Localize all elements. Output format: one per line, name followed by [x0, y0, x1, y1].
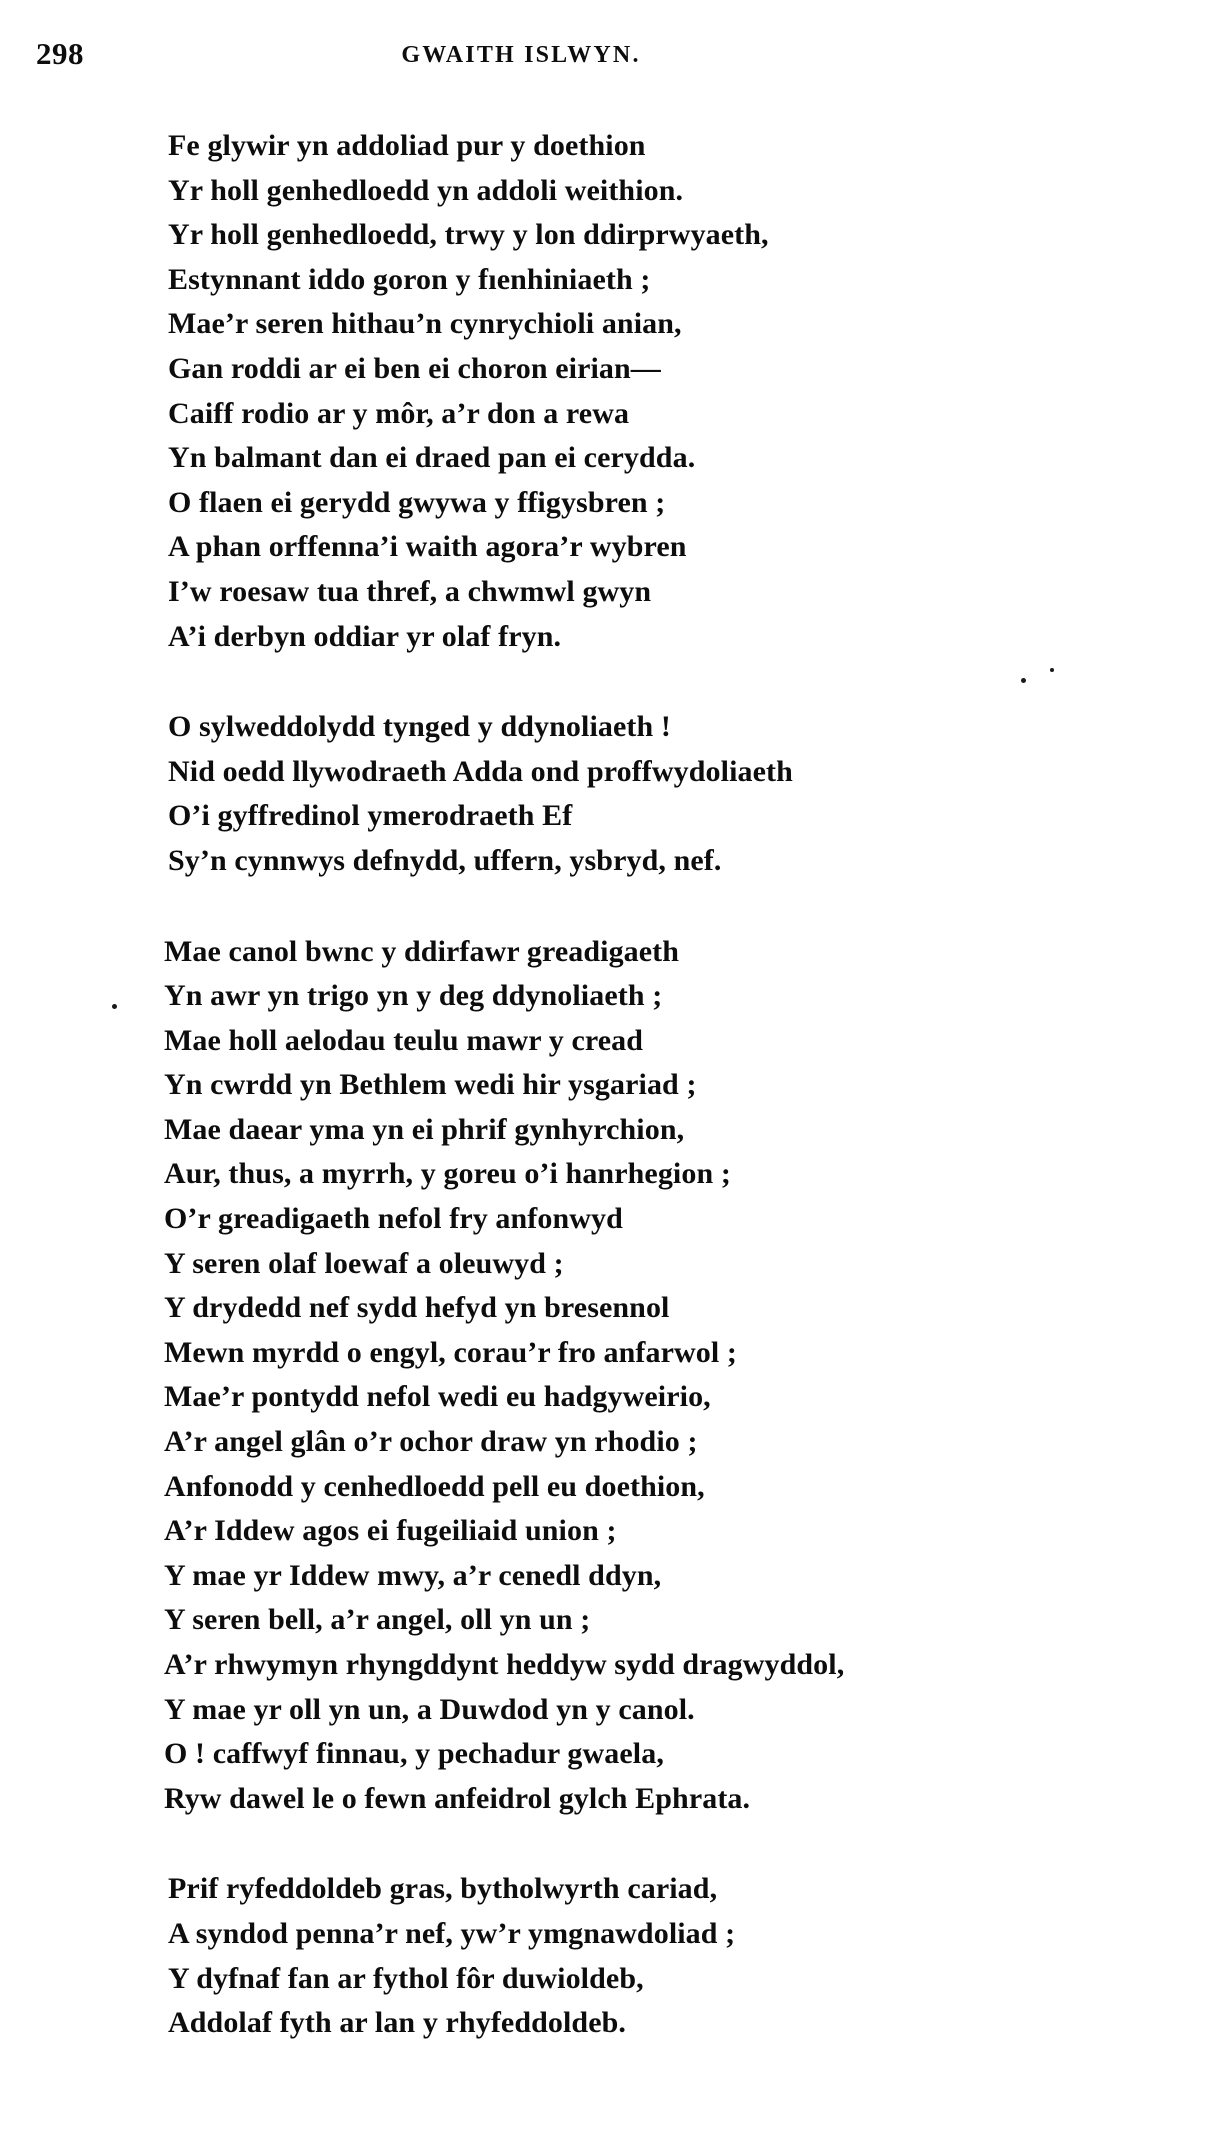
stanza — [0, 930, 1222, 1822]
poem-line: Gan roddi ar ei ben ei choron eirian— — [168, 351, 661, 385]
poem-line: I’w roesaw tua thref, a chwmwl gwyn — [168, 574, 652, 608]
poem-line: O’r greadigaeth nefol fry anfonwyd — [164, 1202, 623, 1236]
poem-line: Sy’n cynnwys defnydd, uffern, ysbryd, nef. — [168, 843, 722, 877]
poem-line: A phan orffenna’i waith agora’r wybren — [168, 530, 687, 564]
ink-speck — [1021, 678, 1026, 683]
ink-speck — [1050, 668, 1054, 672]
poem-line: Yr holl genhedloedd yn addoli weithion. — [168, 173, 684, 207]
stanza — [0, 124, 1222, 659]
poem-line: Y seren olaf loewaf a oleuwyd ; — [164, 1246, 564, 1280]
poem-body — [0, 124, 1222, 2046]
poem-line: Yr holl genhedloedd, trwy y lon ddirprwyaeth, — [168, 218, 769, 252]
poem-line: Anfonodd y cenhedloedd pell eu doethion, — [164, 1469, 705, 1503]
poem-line: Fe glywir yn addoliad pur y doethion — [168, 129, 646, 162]
poem-line: O ! caffwyf finnau, y pechadur gwaela, — [164, 1737, 664, 1771]
poem-line: A’r Iddew agos ei fugeiliaid union ; — [164, 1514, 617, 1548]
running-title: GWAITH ISLWYN. — [401, 42, 641, 68]
poem-line: Mae’r seren hithau’n cynrychioli anian, — [168, 307, 682, 341]
poem-line: Y drydedd nef sydd hefyd yn bresennol — [164, 1291, 670, 1325]
poem-line: Mae canol bwnc y ddirfawr greadigaeth — [164, 934, 680, 968]
poem-line: Y mae yr Iddew mwy, a’r cenedl ddyn, — [164, 1558, 662, 1592]
poem-line: Y dyfnaf fan ar fythol fôr duwioldeb, — [168, 1961, 644, 1995]
poem-line: Mewn myrdd o engyl, corau’r fro anfarwol ; — [164, 1335, 738, 1369]
stanza — [0, 1867, 1222, 2045]
poem-line: Mae’r pontydd nefol wedi eu hadgyweirio, — [164, 1380, 711, 1414]
poem-line: Estynnant iddo goron y fıenhiniaeth ; — [168, 262, 651, 296]
page-header — [0, 0, 1222, 86]
poem-line: A’r angel glân o’r ochor draw yn rhodio ; — [164, 1425, 698, 1459]
ink-speck — [112, 1004, 117, 1009]
poem-line: Addolaf fyth ar lan y rhyfeddoldeb. — [168, 2006, 627, 2040]
page-number: 298 — [36, 36, 84, 71]
poem-line: Yn cwrdd yn Bethlem wedi hir ysgariad ; — [164, 1068, 697, 1102]
poem-line: Caiff rodio ar y môr, a’r don a rewa — [168, 396, 630, 430]
poem-line: A syndod penna’r nef, yw’r ymgnawdoliad ; — [168, 1916, 736, 1950]
poem-line: Ryw dawel le o fewn anfeidrol gylch Ephrata. — [164, 1781, 751, 1815]
poem-line: A’i derbyn oddiar yr olaf fryn. — [168, 619, 562, 653]
poem-line: Yn balmant dan ei draed pan ei cerydda. — [168, 441, 696, 475]
poem-line: Yn awr yn trigo yn y deg ddynoliaeth ; — [164, 979, 663, 1013]
poem-line: O sylweddolydd tynged y ddynoliaeth ! — [168, 710, 671, 744]
poem-line: Y seren bell, a’r angel, oll yn un ; — [164, 1603, 591, 1637]
poem-line: Mae daear yma yn ei phrif gynhyrchion, — [164, 1112, 685, 1146]
poem-line: Prif ryfeddoldeb gras, bytholwyrth cariad, — [168, 1872, 718, 1906]
poem-line: O’i gyffredinol ymerodraeth Ef — [168, 799, 573, 833]
poem-line: Nid oedd llywodraeth Adda ond proffwydoliaeth — [168, 754, 793, 788]
stanza — [0, 705, 1222, 883]
poem-line: Mae holl aelodau teulu mawr y cread — [164, 1023, 644, 1057]
poem-line: A’r rhwymyn rhyngddynt heddyw sydd dragwyddol, — [164, 1648, 845, 1681]
poem-line: O flaen ei gerydd gwywa y ffigysbren ; — [168, 485, 666, 519]
poem-line: Aur, thus, a myrrh, y goreu o’i hanrhegion ; — [164, 1157, 731, 1191]
poem-line: Y mae yr oll yn un, a Duwdod yn y canol. — [164, 1692, 695, 1726]
